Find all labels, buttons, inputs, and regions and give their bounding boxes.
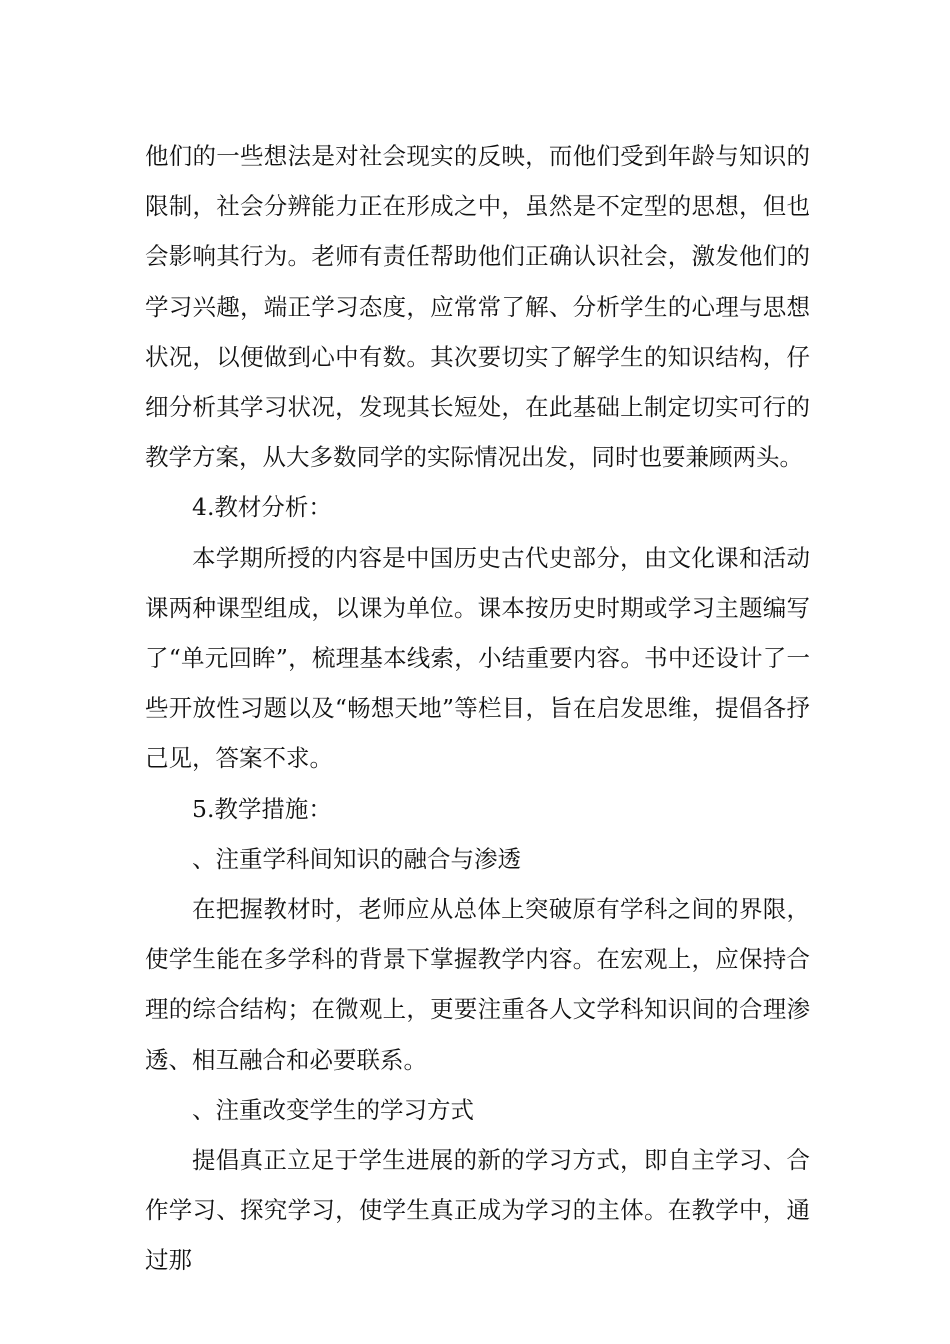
paragraph-learning-style: 提倡真正立足于学生进展的新的学习方式，即自主学习、合作学习、探究学习，使学生真正成为学习的主体。在教学中，通过那 bbox=[145, 1146, 810, 1275]
heading-textbook-analysis: 4.教材分析： bbox=[192, 493, 332, 522]
subheading-learning-style: 、注重改变学生的学习方式 bbox=[192, 1095, 474, 1124]
paragraph-continuation: 他们的一些想法是对社会现实的反映，而他们受到年龄与知识的限制，社会分辨能力正在形成之中，虽然是不定型的思想，但也会影响其行为。老师有责任帮助他们正确认识社会，激发他们的学习兴趣，端正学习态度，应常常了解、分析学生的心理与思想状况，以便做到心中有数。其次要切实了解学生的知识结构，仔细分析其学习状况，发现其长短处，在此基础上制定切实可行的教学方案，从大多数同学的实际情况出发，同时也要兼顾两头。 bbox=[145, 142, 810, 472]
document-body bbox=[145, 131, 810, 1286]
paragraph-textbook-analysis: 本学期所授的内容是中国历史古代史部分，由文化课和活动课两种课型组成，以课为单位。课本按历史时期或学习主题编写了“单元回眸”，梳理基本线索，小结重要内容。书中还设计了一些开放性习题以及“畅想天地”等栏目，旨在启发思维，提倡各抒己见，答案不求。 bbox=[145, 543, 810, 773]
subheading-interdisciplinary: 、注重学科间知识的融合与渗透 bbox=[192, 844, 521, 873]
paragraph-interdisciplinary: 在把握教材时，老师应从总体上突破原有学科之间的界限，使学生能在多学科的背景下掌握教学内容。在宏观上，应保持合理的综合结构；在微观上，更要注重各人文学科知识间的合理渗透、相互融合和必要联系。 bbox=[145, 895, 810, 1074]
heading-teaching-measures: 5.教学措施： bbox=[192, 794, 332, 823]
